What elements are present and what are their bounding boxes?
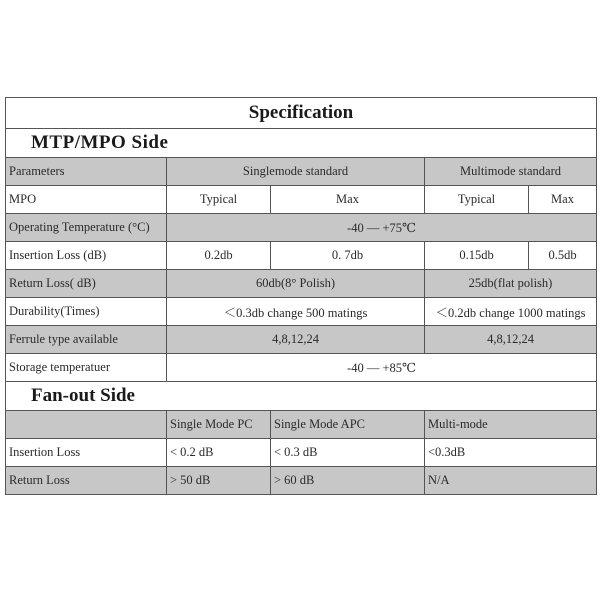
mtp-section-heading: MTP/MPO Side [6, 129, 597, 158]
header-singlemode: Singlemode standard [167, 158, 425, 186]
param-label: Durability(Times) [6, 298, 167, 326]
specification-table [5, 97, 597, 495]
table-row [6, 439, 597, 467]
param-value: -40 — +85℃ [167, 354, 597, 382]
param-value: > 60 dB [271, 467, 425, 495]
param-label: Ferrule type available [6, 326, 167, 354]
param-label: Insertion Loss (dB) [6, 242, 167, 270]
param-value: > 50 dB [167, 467, 271, 495]
param-label: Return Loss( dB) [6, 270, 167, 298]
table-row [6, 214, 597, 242]
param-value: < 0.2 dB [167, 439, 271, 467]
param-value: -40 — +75℃ [167, 214, 597, 242]
fanout-section-heading: Fan-out Side [6, 382, 597, 411]
table-title: Specification [6, 98, 597, 129]
fanout-header-sm-pc: Single Mode PC [167, 411, 271, 439]
table-row [6, 326, 597, 354]
table-row [6, 242, 597, 270]
table-row [6, 354, 597, 382]
param-label: Return Loss [6, 467, 167, 495]
table-row [6, 467, 597, 495]
table-row [6, 270, 597, 298]
fanout-header-row [6, 411, 597, 439]
param-value: 4,8,12,24 [167, 326, 425, 354]
param-value: 60db(8° Polish) [167, 270, 425, 298]
title-row [6, 98, 597, 129]
header-parameters: Parameters [6, 158, 167, 186]
param-value: 0.2db [167, 242, 271, 270]
param-value: < 0.3 dB [271, 439, 425, 467]
subheader-sm-typical: Typical [167, 186, 271, 214]
param-value: 25db(flat polish) [425, 270, 597, 298]
fanout-header-sm-apc: Single Mode APC [271, 411, 425, 439]
subheader-sm-max: Max [271, 186, 425, 214]
param-value: 4,8,12,24 [425, 326, 597, 354]
param-label: Storage temperatuer [6, 354, 167, 382]
mtp-subheader-row [6, 186, 597, 214]
param-value: ＜0.2db change 1000 matings [425, 298, 597, 326]
param-label: Insertion Loss [6, 439, 167, 467]
fanout-header-blank [6, 411, 167, 439]
header-multimode: Multimode standard [425, 158, 597, 186]
fanout-section-row [6, 382, 597, 411]
param-value: 0.15db [425, 242, 529, 270]
param-value: 0.5db [529, 242, 597, 270]
param-label: Operating Temperature (°C) [6, 214, 167, 242]
mtp-section-row [6, 129, 597, 158]
mtp-header-row [6, 158, 597, 186]
fanout-header-multimode: Multi-mode [425, 411, 597, 439]
subheader-mm-max: Max [529, 186, 597, 214]
subheader-mm-typical: Typical [425, 186, 529, 214]
param-value: N/A [425, 467, 597, 495]
param-value: ＜0.3db change 500 matings [167, 298, 425, 326]
table-row [6, 298, 597, 326]
param-value: <0.3dB [425, 439, 597, 467]
param-value: 0. 7db [271, 242, 425, 270]
subheader-mpo: MPO [6, 186, 167, 214]
